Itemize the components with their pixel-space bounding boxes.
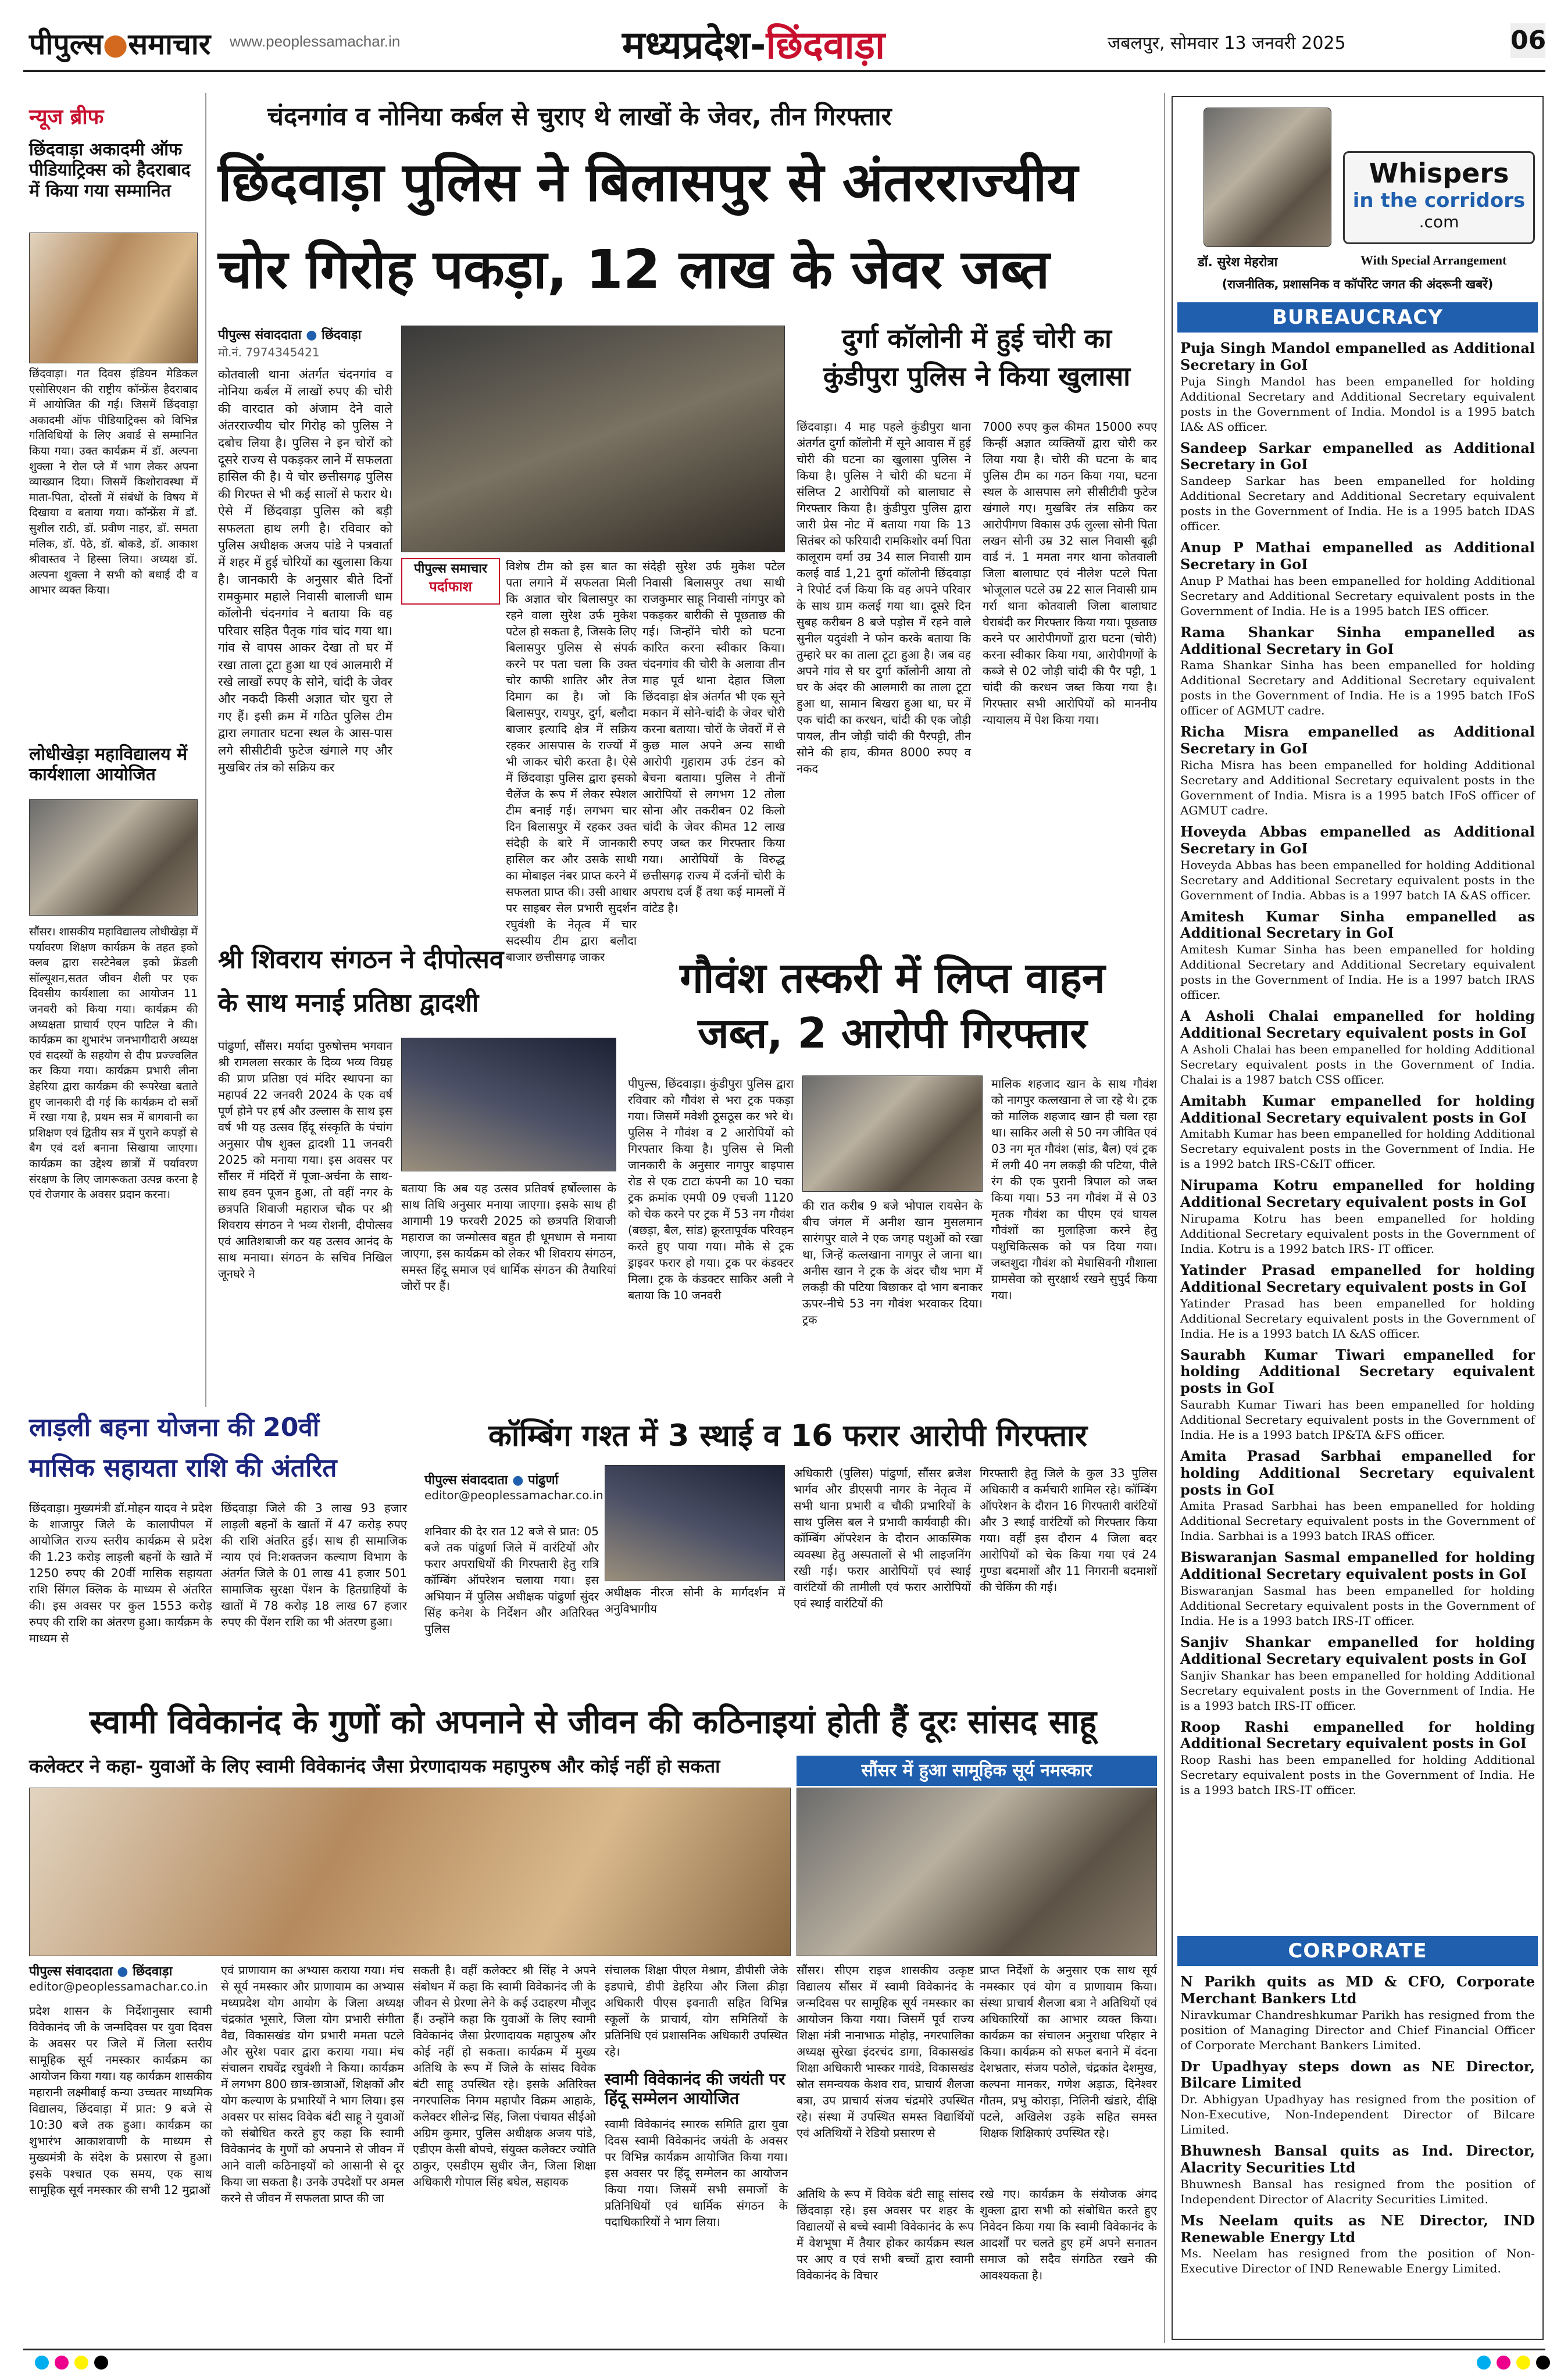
corporate-item: [1180, 2213, 1535, 2277]
whispers-credit: With Special Arrangement: [1360, 253, 1507, 267]
ladli-col2: छिंदवाड़ा जिले की 3 लाख 93 हजार लाड़ली बहनों के खातों में 47 करोड़ रुपए की राशि अंतरित हुई। साथ ही सामाजिक न्याय एवं नि:शक्तजन कल्याण विभाग के अंतर्गत जिले के 01 लाख 41 हजार 501 सामाजिक सुरक्षा पेंशन के हितग्राहियों के खातों में 78 करोड़ 18 लाख 67 हजार रुपए की पेंशन राशि का भी अंतरण हुआ।: [221, 1501, 407, 1629]
shivraj-photo: [401, 1038, 616, 1171]
whispers-tagline: (राजनीतिक, प्रशासनिक व कॉर्पोरेट जगत की अंदरूनी खबरें): [1222, 277, 1494, 291]
shivraj-col1: पांढुर्णा, सौंसर। मर्यादा पुरुषोत्तम भगवान श्री रामलला सरकार के दिव्य भव्य विग्रह की प्राण प्रतिष्ठा एवं मंदिर स्थापना का महापर्व 22 जनवरी 2024 के एक वर्ष पूर्ण होने पर हर्ष और उल्लास के साथ इस वर्ष भी यह उत्सव हिंदू संस्कृति के पंचांग अनुसार पौष शुक्ल द्वादशी 11 जनवरी 2025 को मनाया गया। इस अवसर पर सौंसर में मंदिरों में पूजा-अर्चना के साथ-साथ हवन पूजन हुआ, तो वहीं नगर के छत्रपति शिवाजी महाराज चौक पर श्री शिवराय संगठन ने भव्य रोशनी, दीपोत्सव एवं आतिशबाजी कर यह उत्सव आनंद के साथ मनाया। संगठन के सचिव निखिल जूनघरे ने: [218, 1039, 392, 1281]
bureaucracy-item-title: Hoveyda Abbas empanelled as Additional Secretary in GoI: [1180, 823, 1535, 857]
bureaucracy-header: BUREAUCRACY: [1177, 302, 1538, 333]
bureaucracy-item-title: Biswaranjan Sasmal empanelled for holding Additional Secretary equivalent posts in GoI: [1180, 1549, 1535, 1583]
ladli-col1: छिंदवाड़ा। मुख्यमंत्री डॉ.मोहन यादव ने प्रदेश के शाजापुर जिले के कालापीपल में आयोजित राज्य स्तरीय कार्यक्रम से प्रदेश की 1.23 करोड़ लाड़ली बहनों के खाते में 1250 रुपए की 20वीं मासिक सहायता राशि सिंगल क्लिक के माध्यम से अंतरित की। इस अवसर पर कुल 1553 करोड़ रुपए की राशि का अंतरण हुआ। कार्यक्रम के माध्यम से: [29, 1501, 212, 1645]
vivek-headline: स्वामी विवेकानंद के गुणों को अपनाने से जीवन की कठिनाइयां होती हैं दूरः सांसद साहू: [90, 1703, 1097, 1741]
brief2-photo: [29, 799, 198, 916]
combing-email[interactable]: editor@peoplessamachar.co.in: [424, 1488, 603, 1502]
lead-byline: पीपुल्स संवाददाता ● छिंदवाड़ा: [218, 328, 362, 342]
masthead-url[interactable]: www.peoplessamachar.in: [230, 33, 401, 50]
corporate-item-title: Ms Neelam quits as NE Director, IND Renewable Energy Ltd: [1180, 2211, 1535, 2246]
bureaucracy-item-text: Amitabh Kumar has been empanelled for holding Additional Secretary equivalent posts in the Government of India. He is a 1992 batch IRS-C&IT officer.: [1180, 1127, 1535, 1171]
cattle-headline-2: जब्त, 2 आरोपी गिरफ्तार: [698, 1009, 1087, 1057]
lead-col1: कोतवाली थाना अंतर्गत चंदनगांव व नोनिया कर्बल में लाखों रुपए की चोरी की वारदात को अंजाम देने वाले अंतरराज्यीय चोर गिरोह को पुलिस ने दबोच लिया है। पुलिस ने इन चोरों को दूसरे राज्य से पकड़कर लाने में सफलता हासिल की है। ये चोर छत्तीसगढ़ पुलिस की गिरफ्त से भी कई सालों से फरार थे। ऐसे में छिंदवाड़ा पुलिस को बड़ी सफलता हाथ लगी है। रविवार को पुलिस अधीक्षक अजय पांडे ने पत्रवार्ता में शहर में हुई चोरियों का खुलासा किया है। जानकारी के अनुसार बीते दिनों रामकुमार महाले निवासी बालाजी धाम कॉलोनी चंदनगांव ने बताया कि वह परिवार सहित पैतृक गांव चांद गया था। गांव से वापस आकर देखा तो घर में रखा ताला टूटा हुआ था एवं आलमारी में रखे लाखों रुपए के सोने, चांदी के जेवर और नकदी किसी अज्ञात चोर चुरा ले गए हैं। इसी क्रम में गठित पुलिस टीम द्वारा लगातार घटना स्थल के आस-पास लगे सीसीटीवी फुटेज खंगाले गए और मुखबिर तंत्र को सक्रिय कर: [218, 367, 392, 774]
corporate-header: CORPORATE: [1177, 1936, 1538, 1966]
durga-headline-2: कुंडीपुरा पुलिस ने किया खुलासा: [823, 360, 1131, 392]
corporate-item: [1180, 1974, 1535, 2053]
combing-byline: पीपुल्स संवाददाता ● पांढुर्णा: [424, 1473, 559, 1488]
bureaucracy-item-text: Amita Prasad Sarbhai has been empanelled for holding Additional Secretary equivalent posts in the Government of India. Sarbhai is a 1993 batch IRAS officer.: [1180, 1499, 1535, 1543]
whispers-logo-2: in the corridors: [1352, 189, 1526, 212]
combing-col1: शनिवार की देर रात 12 बजे से प्रात: 05 बजे तक पांढुर्णा जिले में वारंटियों और फरार अपराधियों की गिरफ्तारी हेतु रात्रि कॉम्बिंग ऑपरेशन चलाया गया। इस अभियान में पुलिस अधीक्षक पांढुर्णा सुंदर सिंह कनेश के निर्देशन और अतिरिक्त पुलिस: [424, 1524, 599, 1636]
vivek-subhead: कलेक्टर ने कहा- युवाओं के लिए स्वामी विवेकानंद जैसा प्रेरणादायक महापुरुष और कोई नहीं हो सकता: [29, 1755, 720, 1777]
bureaucracy-item: [1180, 1719, 1535, 1798]
brief1-headline: छिंदवाड़ा अकादमी ऑफ पीडियाट्रिक्स को हैदराबाद में किया गया सम्मानित: [29, 140, 191, 201]
bureaucracy-item-text: Puja Singh Mandol has been empanelled for holding Additional Secretary and Additional Secretary equivalent posts in the Government of India. Mondol is a 1995 batch IA& AS officer.: [1180, 374, 1535, 434]
combing-headline: कॉम्बिंग गश्त में 3 स्थाई व 16 फरार आरोपी गिरफ्तार: [488, 1418, 1088, 1453]
bureaucracy-item-title: Amita Prasad Sarbhai empanelled for holding Additional Secretary equivalent posts in GoI: [1180, 1447, 1535, 1498]
bureaucracy-item-title: Yatinder Prasad empanelled for holding Additional Secretary equivalent posts in GoI: [1180, 1261, 1535, 1295]
bureaucracy-item-text: Sandeep Sarkar has been empanelled for holding Additional Secretary and Additional Secretary equivalent posts in the Government of India. He is a 1995 batch IDAS officer.: [1180, 474, 1535, 534]
bureaucracy-item: [1180, 1177, 1535, 1256]
bureaucracy-item-title: Saurabh Kumar Tiwari empanelled for holding Additional Secretary equivalent posts in GoI: [1180, 1346, 1535, 1397]
bureaucracy-item: [1180, 909, 1535, 1003]
vivek-col2: एवं प्राणायाम का अभ्यास कराया गया। मंच से सूर्य नमस्कार और प्राणायाम का अभ्यास मध्यप्रदेश योग आयोग के जिला अध्यक्ष चंद्रकांत भूसारे, जिला योग प्रभारी संगीता वैद्य, विकासखंड योग प्रभारी ममता पटले और सुरेश पवार द्वारा कराया गया। मंच संचालन राघवेंद्र रघुवंशी ने किया। कार्यक्रम में लगभग 800 छात्र-छात्राओं, शिक्षकों और योग कल्याण के प्रभारियों ने भाग लिया। इस अवसर पर सांसद विवेक बंटी साहू ने युवाओं को संबोधित करते हुए कहा कि स्वामी विवेकानंद के गुणों को अपनाने से जीवन में आने वाली कठिनाइयों को आसानी से दूर किया जा सकता है। उनके उपदेशों पर अमल करने से जीवन में सफलता प्राप्त की जा: [221, 1963, 404, 2205]
sausar-label: सौंसर में हुआ सामूहिक सूर्य नमस्कार: [797, 1756, 1157, 1786]
bureaucracy-item-title: Richa Misra empanelled as Additional Secretary in GoI: [1180, 723, 1535, 757]
pull-logo: पीपुल्स समाचार: [414, 562, 487, 576]
corporate-item: [1180, 2059, 1535, 2138]
header-rule: [23, 70, 1545, 72]
bureaucracy-item: [1180, 440, 1535, 534]
bureaucracy-item: [1180, 340, 1535, 434]
durga-col1: छिंदवाड़ा। 4 माह पहले कुंडीपुरा थाना अंतर्गत दुर्गा कॉलोनी में सूने आवास में हुई चोरी की घटना का खुलासा पुलिस ने किया है। पुलिस ने चोरी की घटना में संलिप्त 2 आरोपियों को बालाघाट से गिरफ्तार किया है। कुंडीपुरा पुलिस द्वारा जारी प्रेस नोट में बताया गया कि 13 सितंबर को फरियादी रामकिशोर वर्मा पिता कालूराम वर्मा उम्र 34 साल निवासी ग्राम कलई वार्ड 1,21 दुर्गा कॉलोनी छिंदवाड़ा ने रिपोर्ट दर्ज किया कि वह अपने परिवार के साथ ग्राम कलई गया था। दूसरे दिन सुबह करीबन 8 बजे पड़ोस में रहने वाले सुनील यदुवंशी ने फोन करके बताया कि तुम्हारे घर का ताला टूटा हुआ है। जब वह अपने गांव से घर दुर्गा कॉलोनी आया तो घर के अंदर की आलमारी का ताला टूटा हुआ था, सामान बिखरा हुआ था, घर में एक चांदी का करधन, चांदी की एक जोड़ी पायल, तीन जोड़ी चांदी की पैरपट्टी, तीन सोने की हाय, कीमत 8000 रुपए व नकद: [797, 420, 971, 776]
vivek-col1: प्रदेश शासन के निर्देशानुसार स्वामी विवेकानंद जी के जन्मदिवस पर युवा दिवस के अवसर पर जिले में जिला स्तरीय सामूहिक सूर्य नमस्कार कार्यक्रम का आयोजन किया गया। यह कार्यक्रम शासकीय महारानी लक्ष्मीबाई कन्या उच्चतर माध्यमिक विद्यालय, छिंदवाड़ा में प्रात: 9 बजे से 10:30 बजे तक हुआ। कार्यक्रम का शुभारंभ आकाशवाणी के माध्यम से मुख्यमंत्री के संदेश के प्रसारण से हुआ। इसके पश्चात एक समय, एक साथ सामूहिक सूर्य नमस्कार की सभी 12 मुद्राओं: [29, 2004, 212, 2197]
combing-photo-caption: अधीक्षक नीरज सोनी के मार्गदर्शन में अनुविभागीय: [605, 1585, 785, 1616]
lead-headline-line1: छिंदवाड़ा पुलिस ने बिलासपुर से अंतरराज्यीय: [218, 151, 1078, 213]
vivek-col5: स्वामी विवेकानंद स्मारक समिति द्वारा युवा दिवस स्वामी विवेकानंद जयंती के अवसर पर विभिन्न कार्यक्रम आयोजित किया गया। इस अवसर पर हिंदू सम्मेलन का आयोजन किया गया। जिसमें सभी समाजों के प्रतिनिधियों एवं धार्मिक संगठन के पदाधिकारियों ने भाग लिया।: [605, 2117, 788, 2229]
ladli-headline-2: मासिक सहायता राशि की अंतरित: [29, 1453, 337, 1483]
footer-rule: [23, 2349, 1545, 2350]
vivek-photo: [29, 1788, 791, 1956]
bureaucracy-item: [1180, 1448, 1535, 1543]
right-column-divider: [1164, 93, 1165, 2343]
cattle-col3: मालिक शहजाद खान के साथ गौवंश को नागपुर कत्लखाना ले जा रहे थे। ट्रक को मालिक शहजाद खान ही चला रहा था। साकिर अली से 50 नग जीवित एवं 03 नग मृत गौवंश (सांड, बैल) एवं ट्रक में लगी 40 नग लकड़ी की पटिया, पीले रंग की एक पुरानी त्रिपाल को जब्त किया गया। 53 नग गौवंश में से 03 मृतक गौवंश का पीएम एवं घायल गौवंशों का मुलाहिजा करने हेतु पशुचिकित्सक को पत्र दिया गया। जब्तशुदा गौवंश को मेघासिवनी गौशाला ग्रामसेवा को सुरक्षार्थ रखने सुपुर्द किया गया।: [991, 1077, 1157, 1302]
bureaucracy-item-text: Amitesh Kumar Sinha has been empanelled for holding Additional Secretary and Additional Secretary equivalent posts in the Government of India. He is a 1997 batch IRAS officer.: [1180, 942, 1535, 1002]
corporate-item-text: Dr. Abhigyan Upadhyay has resigned from the position of Non-Executive, Non-Independent Director of Bilcare Limited.: [1180, 2092, 1535, 2137]
combing-photo: [605, 1465, 785, 1581]
bureaucracy-item: [1180, 624, 1535, 719]
bureaucracy-item-title: Anup P Mathai empanelled as Additional Secretary in GoI: [1180, 539, 1535, 573]
corporate-item: [1180, 2143, 1535, 2207]
whispers-logo-1: Whispers: [1369, 158, 1509, 189]
lead-photo: [401, 326, 785, 552]
whispers-logo: [1343, 151, 1535, 244]
bureaucracy-item: [1180, 824, 1535, 903]
bureaucracy-item-title: Nirupama Kotru empanelled for holding Additional Secretary equivalent posts in GoI: [1180, 1177, 1535, 1211]
bureaucracy-item: [1180, 1549, 1535, 1628]
ladli-headline-1: लाड़ली बहना योजना की 20वीं: [29, 1413, 320, 1442]
bureaucracy-item-title: Roop Rashi empanelled for holding Additional Secretary equivalent posts in GoI: [1180, 1718, 1535, 1752]
corporate-item-title: Dr Upadhyay steps down as NE Director, Bilcare Limited: [1180, 2057, 1535, 2092]
bureaucracy-list: [1180, 340, 1535, 1803]
bureaucracy-item-text: Rama Shankar Sinha has been empanelled for holding Additional Secretary and Additional Secretary equivalent posts in the Government of India. He is a 1995 batch IFoS officer of AGMUT cadre.: [1180, 658, 1535, 718]
bureaucracy-item-title: Puja Singh Mandol empanelled as Additional Secretary in GoI: [1180, 340, 1535, 373]
bureaucracy-item-title: Sanjiv Shankar empanelled for holding Additional Secretary equivalent posts in GoI: [1180, 1633, 1535, 1667]
sausar-col1: सौंसर। सीएम राइज शासकीय उत्कृष्ट विद्यालय सौंसर में स्वामी विवेकानंद के जन्मदिवस पर सामूहिक सूर्य नमस्कार का आयोजन किया गया। जिसमें पूर्व राज्य शिक्षा मंत्री नानाभाऊ मोहोड़, नगरपालिका अध्यक्ष सुरेखा इंदरचंद डागा, विकासखंड शिक्षा अधिकारी भास्कर गावंडे, विकासखंड स्रोत समन्वयक केशव राव, प्राचार्य शैलजा बत्रा, उप प्राचार्य संजय चंद्रमोरे उपस्थित रहे। संस्था में उपस्थित समस्त विद्यार्थियों एवं अतिथियों ने रेडियो प्रसारण से: [797, 1963, 974, 2140]
bureaucracy-item-title: Amitabh Kumar empanelled for holding Additional Secretary equivalent posts in GoI: [1180, 1092, 1535, 1126]
shivraj-headline-2: के साथ मनाई प्रतिष्ठा द्वादशी: [218, 988, 479, 1018]
page-number: 06: [1510, 23, 1545, 58]
corporate-list: [1180, 1974, 1535, 2282]
lead-headline-line2: चोर गिरोह पकड़ा, 12 लाख के जेवर जब्त: [218, 238, 1050, 301]
lead-mobile: मो.नं. 7974345421: [218, 345, 320, 359]
shivraj-col2: बताया कि अब यह उत्सव प्रतिवर्ष हर्षोल्लास के साथ तिथि अनुसार मनाया जाएगा। इसके साथ ही आगामी 19 फरवरी 2025 को छत्रपति शिवाजी महाराज का जन्मोत्सव बहुत ही धूमधाम से मनाया जाएगा, इस कार्यक्रम को लेकर भी शिवराय संगठन, समस्त हिंदू समाज एवं धार्मिक संगठन की तैयारियां जोरों पर हैं।: [401, 1181, 616, 1293]
corporate-item-text: Niravkumar Chandreshkumar Parikh has resigned from the position of Managing Director and Chief Financial Officer of Corporate Merchant Bankers Limited.: [1180, 2007, 1535, 2052]
bureaucracy-item-title: A Asholi Chalai empanelled for holding Additional Secretary equivalent posts in GoI: [1180, 1007, 1535, 1041]
column-divider: [205, 93, 206, 1407]
bureaucracy-item-title: Rama Shankar Sinha empanelled as Additional Secretary in GoI: [1180, 623, 1535, 657]
bureaucracy-item-title: Sandeep Sarkar empanelled as Additional Secretary in GoI: [1180, 439, 1535, 473]
bureaucracy-item-text: Sanjiv Shankar has been empanelled for holding Additional Secretary equivalent posts in the Government of India. He is a 1993 batch IRS-IT officer.: [1180, 1668, 1535, 1713]
bureaucracy-item: [1180, 1093, 1535, 1172]
cattle-col2: की रात करीब 9 बजे भोपाल रायसेन के बीच जंगल में अनीश खान मुसलमान सारंगपुर वाले ने एक जगह पशुओं को रखा था, जिन्हें कत्लखाना नागपुर ले जाना था। अनीस खान ने ट्रक के अंदर चौथ भाग में लकड़ी की पटिया बिछाकर दो भाग बनाकर ऊपर-नीचे 53 नग गौवंश भरवाकर दिया। ट्रक: [802, 1199, 983, 1327]
whispers-logo-3: .com: [1419, 212, 1459, 231]
print-color-strip-right: [1477, 2356, 1556, 2372]
bureaucracy-item: [1180, 1262, 1535, 1341]
combing-col2: अधिकारी (पुलिस) पांढुर्णा, सौंसर ब्रजेश भार्गव और डीएसपी नागर के नेतृत्व में सभी थाना प्रभारी व चौकी प्रभारियों के साथ पुलिस बल ने प्रभावी कार्यवाही की। कॉम्बिंग ऑपरेशन के दौरान आकस्मिक व्यवस्था हेतु अस्पतालों से भी लाइजनिंग रखी गई। फरार आरोपियों एवं स्थाई वारंटियों की तामीली एवं फरार आरोपियों एवं स्थाई वारंटियों की: [794, 1466, 971, 1610]
bureaucracy-item: [1180, 539, 1535, 619]
bureaucracy-item: [1180, 1008, 1535, 1087]
bureaucracy-item-text: Anup P Mathai has been empanelled for holding Additional Secretary and Additional Secretary equivalent posts in the Government of India. He is a 1995 batch IES officer.: [1180, 573, 1535, 618]
author-photo: [1204, 108, 1331, 247]
bureaucracy-item-text: Biswaranjan Sasmal has been empanelled for holding Additional Secretary equivalent posts in the Government of India. He is a 1993 batch IRS-IT officer.: [1180, 1583, 1535, 1628]
page-section-title: मध्यप्रदेश-छिंदवाड़ा: [622, 23, 885, 67]
bureaucracy-item-text: Hoveyda Abbas has been empanelled for holding Additional Secretary and Additional Secretary equivalent posts in the Government of India. Abbas is a 1997 batch IA &AS officer.: [1180, 857, 1535, 902]
pull-badge: [401, 558, 500, 605]
vivek-email[interactable]: editor@peoplessamachar.co.in: [29, 1979, 208, 1993]
vivek-col6: अतिथि के रूप में विवेक बंटी साहू सांसद छिंदवाड़ा रहे। इस अवसर पर शहर के विद्यालयों से बच्चे स्वामी विवेकानंद के रूप में वेशभूषा में तैयार होकर कार्यक्रम स्थल पर आए व एवं सभी बच्चों द्वारा स्वामी विवेकानंद के विचार: [797, 2187, 974, 2282]
print-color-strip: [35, 2356, 114, 2372]
bureaucracy-item: [1180, 724, 1535, 818]
brief1-text: छिंदवाड़ा। गत दिवस इंडियन मेडिकल एसोसिएशन की राष्ट्रीय कॉन्फ्रेंस हैदराबाद में आयोजित की गई। जिसमें छिंदवाड़ा अकादमी ऑफ पीडियाट्रिक्स को विभिन्न गतिविधियों के लिए अवार्ड से सम्मानित किया गया। उक्त कार्यक्रम में डॉ. अल्पना शुक्ला ने रोल प्ले में भाग लेकर अपना व्याख्यान दिया। जिसमें किशोरावस्था में माता-पिता, दोस्तों में संबंधों के विषय में दिखाया व बताया गया। कॉन्फ्रेंस में डॉ. सुशील राठी, डॉ. प्रवीण नाहर, डॉ. समता मलिक, डॉ. पेठे, डॉ. बोकडे, डॉ. आकाश श्रीवास्तव ने हिस्सा लिया। अध्यक्ष डॉ. अल्पना शुक्ला ने सभी को बधाई दी व आभार व्यक्त किया।: [29, 367, 198, 597]
shivraj-headline-1: श्री शिवराय संगठन ने दीपोत्सव: [218, 945, 504, 974]
whispers-author: डॉ. सुरेश मेहरोत्रा: [1198, 255, 1278, 270]
cattle-col1: पीपुल्स, छिंदवाड़ा। कुंडीपुरा पुलिस द्वारा रविवार को गौवंश से भरा ट्रक पकड़ा गया। जिसमें मवेशी ठूसठूस कर भरे थे। पुलिस ने गौवंश व 2 आरोपियों को गिरफ्तार किया है। पुलिस से मिली जानकारी के अनुसार नागपुर बाइपास रोड से एक टाटा कंपनी का 10 चका ट्रक क्रमांक एमपी 09 एचजी 1120 को चेक करने पर ट्रक में 53 नग गौवंश (बछड़ा, बैल, सांड) क्रूरतापूर्वक परिवहन करते हुए पाया गया। मौके से ट्रक ड्राइवर फरार हो गया। ट्रक पर कंडक्टर मिला। ट्रक के कंडक्टर साकिर अली ने बताया कि 10 जनवरी: [628, 1077, 794, 1302]
corporate-item-text: Ms. Neelam has resigned from the position of Non-Executive Director of IND Renewable Energy Limited.: [1180, 2246, 1535, 2276]
sausar-col2: प्राप्त निर्देशों के अनुसार एक साथ सूर्य नमस्कार एवं योग व प्राणायाम किया। संस्था प्राचार्य शैलजा बत्रा ने अतिथियों एवं अधिकारियों का आभार व्यक्त किया। कार्यक्रम का संचालन अनुराधा परिहार ने किया। कार्यक्रम को सफल बनाने में वंदना देशभ्रतार, संजय पठोले, चंद्रकांत देशमुख, कल्पना मानकर, गणेश अड़ाऊ, दिनेश्वर गौतम, प्रभु कोराड़ा, निलिनी खंडारे, दीक्षि पटले, अखिलेश उड़के सहित समस्त शिक्षक शिक्षिकाएं उपस्थित रहे।: [980, 1963, 1157, 2140]
bureaucracy-item-text: A Asholi Chalai has been empanelled for holding Additional Secretary equivalent posts in the Government of India. Chalai is a 1987 batch CSS officer.: [1180, 1042, 1535, 1087]
lead-col3: संदेही सुरेश उर्फ मुकेश पटेल निवासी बिलासपुर तथा साथी राजकुमार साहू निवासी नांगपुर को पकड़कर बारीकी से पूछताछ की गई। जिन्होंने चोरी को घटना कारित करना स्वीकार किया। चंदनगांव की चोरी के अलावा तीन माह पूर्व थाना देहात जिला छिंदवाड़ा क्षेत्र अंतर्गत भी एक सूने मकान में सोने-चांदी के जेवर चोरी करना बताया। चोरों के जेवरों में से कुछ माल अपने अन्य साथी आरोपी गुहाराम उर्फ टंडन को बेचना बताया। पुलिस ने तीनों आरोपियों से लगभग 12 तोला सोना और तकरीबन 02 किलो चांदी के जेवर कीमत 12 लाख रुपए जब्त कर गिरफ्तार किया गया। आरोपियों के विरुद्ध छत्तीसगढ़ राज्य में दर्जनों चोरी के अपराध दर्ज हैं तथा कई मामलों में वांटेड है।: [642, 559, 785, 915]
vivek-byline: पीपुल्स संवाददाता ● छिंदवाड़ा: [29, 1964, 173, 1979]
corporate-item-text: Bhuwnesh Bansal has resigned from the position of Independent Director of Alacrity Securities Limited.: [1180, 2177, 1535, 2206]
durga-headline-1: दुर्गा कॉलोनी में हुई चोरी का: [842, 323, 1112, 354]
lead-kicker: चंदनगांव व नोनिया कर्बल से चुराए थे लाखों के जेवर, तीन गिरफ्तार: [267, 102, 892, 131]
issue-date: जबलपुर, सोमवार 13 जनवरी 2025: [1108, 33, 1346, 53]
brief2-headline: लोधीखेड़ा महाविद्यालय में कार्यशाला आयोजित: [29, 744, 188, 785]
masthead-logo: पीपुल्स●समाचार: [29, 27, 211, 61]
vivek-col4: संचालक शिक्षा पीएल मेश्राम, डीपीसी जेके इडपाचे, डीपी डेहरिया और जिला क्रीड़ा अधिकारी पीएस इवनाती सहित विभिन्न स्कूलों के प्राचार्य, योग समितियों के प्रतिनिधि एवं प्रशासनिक अधिकारी उपस्थित रहे।: [605, 1963, 788, 2059]
bureaucracy-item-title: Amitesh Kumar Sinha empanelled as Additional Secretary in GoI: [1180, 907, 1535, 942]
pull-label: पर्दाफाश: [429, 578, 472, 595]
vivek-sub2-title: स्वामी विवेकानंद की जयंती पर हिंदू सम्मेलन आयोजित: [605, 2070, 785, 2109]
news-brief-label: न्यूज ब्रीफ: [29, 105, 104, 129]
corporate-item-title: N Parikh quits as MD & CFO, Corporate Merchant Bankers Ltd: [1180, 1973, 1535, 2007]
bureaucracy-item-text: Saurabh Kumar Tiwari has been empanelled for holding Additional Secretary equivalent posts in the Government of India. He is a 1993 batch IP&TA &FS officer.: [1180, 1397, 1535, 1442]
cattle-headline-1: गौवंश तस्करी में लिप्त वाहन: [680, 953, 1105, 1002]
corporate-item-title: Bhuwnesh Bansal quits as Ind. Director, Alacrity Securities Ltd: [1180, 2142, 1535, 2176]
brief1-photo: [29, 233, 198, 363]
brief2-text: सौंसर। शासकीय महाविद्यालय लोधीखेड़ा में पर्यावरण शिक्षण कार्यक्रम के तहत इको क्लब द्वारा सस्टेनेबल इको फ्रेंडली सॉल्यूशन,सतत जीवन शैली पर एक दिवसीय कार्यशाला का आयोजन 11 जनवरी को किया गया। कार्यक्रम की अध्यक्षता प्राचार्य एएन पाटिल ने की। कार्यक्रम का शुभारंभ जनभागीदारी अध्यक्ष एवं सदस्यों के सहयोग से दीप प्रज्ज्वलित कर किया गया। कार्यक्रम प्रभारी लीना डेहरिया द्वारा कार्यक्रम की रूपरेखा बताते हुए जानकारी दी गई कि कार्यक्रम दो सत्रों में रखा गया है, प्रथम सत्र में बागवानी का प्रशिक्षण एवं द्वितीय सत्र में पुराने कपड़ों से बैग एवं दर्श बनाना सिखाया जाएगा। कार्यक्रम का उद्देश्य छात्रों में पर्यावरण संरक्षण के लिए जागरूकता उत्पन्न करना है एवं रोजगार के अवसर प्रदान करना।: [29, 925, 198, 1202]
bureaucracy-item-text: Richa Misra has been empanelled for holding Additional Secretary and Additional Secretary equivalent posts in the Government of India. Misra is a 1995 batch IFoS officer of AGMUT cadre.: [1180, 757, 1535, 817]
bureaucracy-item: [1180, 1347, 1535, 1442]
bureaucracy-item-text: Yatinder Prasad has been empanelled for holding Additional Secretary equivalent posts in the Government of India. He is a 1993 batch IA &AS officer.: [1180, 1296, 1535, 1341]
cattle-photo: [802, 1075, 983, 1192]
bureaucracy-item-text: Nirupama Kotru has been empanelled for holding Additional Secretary equivalent posts in the Government of India. Kotru is a 1992 batch IRS- IT officer.: [1180, 1211, 1535, 1256]
durga-col2: 7000 रुपए कुल कीमत 15000 रुपए किन्हीं अज्ञात व्यक्तियों द्वारा चोरी कर लिया गया है। चोरी की घटना के बाद पुलिस टीम का गठन किया गया, घटना स्थल के आसपास लगे सीसीटीवी फुटेज खंगाले गए। मुखबिर तंत्र सक्रिय कर आरोपीगण विकास उर्फ लुल्ला सोनी पिता लखन सोनी उम्र 32 साल निवासी बूढ़ी वार्ड नं. 1 ममता नगर थाना कोतवाली जिला बालाघाट एवं नीलेश पटले पिता भोजूलाल पटले उम्र 22 साल निवासी ग्राम गर्रा थाना कोतवाली जिला बालाघाट घेराबंदी कर गिरफ्तार किया गया। पूछताछ करने पर आरोपीगणों द्वारा घटना (चोरी) करना स्वीकार किया गया, आरोपीगणों के कब्जे से 02 जोड़ी चांदी की पैर पट्टी, 1 चांदी की करधन जब्त किया गया है। गिरफ्तार सभी आरोपियों को माननीय न्यायालय में पेश किया गया।: [983, 420, 1157, 727]
sausar-photo: [797, 1788, 1157, 1956]
vivek-col3: सकती है। वहीं कलेक्टर श्री सिंह ने अपने संबोधन में कहा कि स्वामी विवेकानंद जी के जीवन से प्रेरणा लेने के कई उदाहरण मौजूद हैं। उन्होंने कहा कि युवाओं के लिए स्वामी विवेकानंद जैसा प्रेरणादायक महापुरुष और कोई नहीं हो सकता। कार्यक्रम में मुख्य अतिथि के रूप में जिले के सांसद विवेक बंटी साहू उपस्थित रहे। इसके अतिरिक्त नगरपालिक निगम महापौर विक्रम आहाके, कलेक्टर शीलेन्द्र सिंह, जिला पंचायत सीईओ अग्रिम कुमार, पुलिस अधीक्षक अजय पांडे, एडीएम केसी बोपचे, संयुक्त कलेक्टर ज्योति ठाकुर, एसडीएम सुधीर जैन, जिला शिक्षा अधिकारी गोपाल सिंह बघेल, सहायक: [413, 1963, 596, 2189]
bureaucracy-item-text: Roop Rashi has been empanelled for holding Additional Secretary equivalent posts in the Government of India. He is a 1993 batch IRS-IT officer.: [1180, 1753, 1535, 1797]
lead-col2: विशेष टीम को इस बात का पता लगाने में सफलता मिली कि अज्ञात चोर बिलासपुर का रहने वाला सुरेश उर्फ मुकेश पटेल हो सकता है, जिसके लिए बिलासपुर पुलिस से संपर्क करने पर पता चला कि उक्त चोर काफी शातिर और तेज दिमाग का है। जो कि बिलासपुर, रायपुर, दुर्ग, बलौदा बाजार इत्यादि क्षेत्र में सक्रिय रहकर आसपास के राज्यों में भी जाकर चोरी करता है। ऐसे में छिंदवाड़ा पुलिस द्वारा इसको चैलेंज के रूप में लेकर स्पेशल टीम बनाई गई। लगभग चार दिन बिलासपुर में रहकर उक्त संदेही के बारे में जानकारी हासिल कर और उसके साथी का मोबाइल नंबर प्राप्त करने में सफलता प्राप्त की। उसी आधार पर साइबर सेल प्रभारी सुदर्शन रघुवंशी के नेतृत्व में चार सदस्यीय टीम द्वारा बलौदा बाजार छत्तीसगढ़ जाकर: [506, 559, 637, 964]
vivek-col7: रखे गए। कार्यक्रम के संयोजक अंगद शुक्ला द्वारा सभी को संबोधित करते हुए निवेदन किया गया कि स्वामी विवेकानंद के आदर्शों पर चलते हुए हमें अपने सनातन समाज को सदैव संगठित रखने की आवश्यकता है।: [980, 2187, 1157, 2282]
bureaucracy-item: [1180, 1634, 1535, 1713]
combing-col3: गिरफ्तारी हेतु जिले के कुल 33 पुलिस अधिकारी व कर्मचारी शामिल रहे। कॉम्बिंग ऑपरेशन के दौरान 16 गिरफ्तारी वारंटियों और 3 स्थाई वारंटियों को गिरफ्तार किया गया। वहीं इस दौरान 4 जिला बदर आरोपियों को चेक किया गया एवं 24 गुण्डा बदमाशों और 11 निगरानी बदमाशों की चेकिंग की गई।: [980, 1466, 1157, 1594]
